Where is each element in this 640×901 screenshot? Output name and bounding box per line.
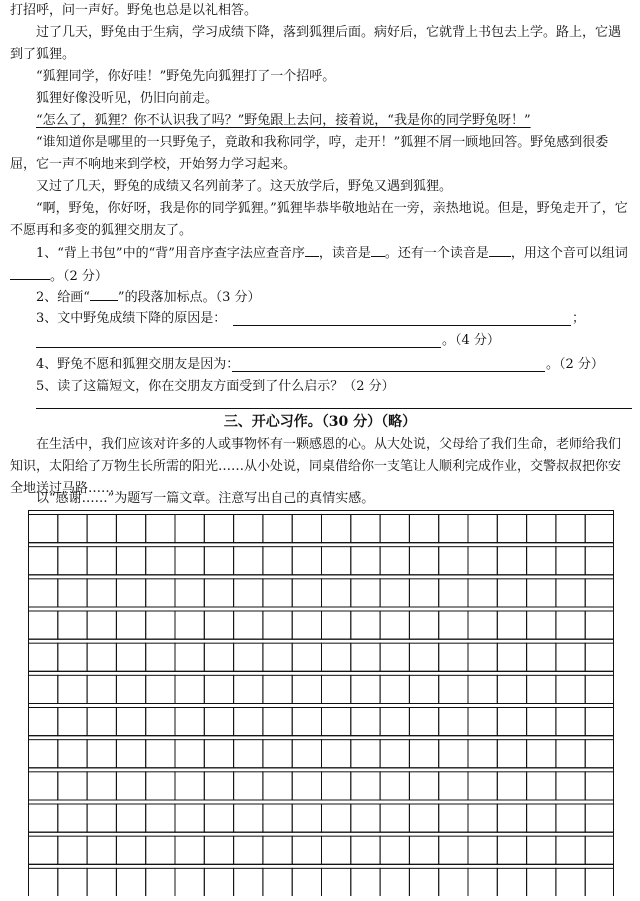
- grid-cell[interactable]: [87, 611, 116, 639]
- grid-cell[interactable]: [409, 868, 438, 896]
- grid-cell[interactable]: [409, 708, 438, 736]
- grid-cell[interactable]: [497, 611, 526, 639]
- grid-cell[interactable]: [58, 804, 87, 832]
- grid-cell[interactable]: [263, 804, 292, 832]
- q2-text-a: 2、给画“: [36, 290, 90, 305]
- grid-cell[interactable]: [146, 804, 175, 832]
- grid-cell[interactable]: [409, 643, 438, 671]
- grid-cell[interactable]: [234, 547, 263, 575]
- grid-cell[interactable]: [146, 708, 175, 736]
- passage-paragraph-1: 打招呼，问一声好。野兔也总是以礼相答。: [10, 3, 258, 18]
- grid-cell[interactable]: [585, 675, 614, 703]
- section-3-prompt: 以“感谢……”为题写一篇文章。注意写出自己的真情实感。: [36, 491, 375, 506]
- q1-text-e: 。: [50, 269, 64, 284]
- grid-cell[interactable]: [527, 611, 556, 639]
- grid-cell[interactable]: [380, 772, 409, 800]
- grid-cell[interactable]: [556, 836, 585, 864]
- q1-text-a: 1、“背上书包”中的“背”用音序查字法应查音序: [36, 246, 305, 261]
- grid-cell[interactable]: [234, 772, 263, 800]
- grid-cell[interactable]: [556, 547, 585, 575]
- grid-cell[interactable]: [585, 868, 614, 896]
- composition-grid-svg[interactable]: [28, 510, 614, 896]
- grid-cell[interactable]: [409, 740, 438, 768]
- grid-cell[interactable]: [468, 868, 497, 896]
- grid-cell[interactable]: [146, 515, 175, 543]
- grid-cell[interactable]: [409, 836, 438, 864]
- grid-cell[interactable]: [146, 675, 175, 703]
- q3-separator: ；: [572, 311, 586, 326]
- passage-paragraph-5-underlined: “怎么了，狐狸？你不认识我了吗？”野兔跟上去问，接着说，“我是你的同学野兔呀！”: [36, 113, 531, 128]
- grid-cell[interactable]: [263, 611, 292, 639]
- grid-cell[interactable]: [116, 836, 145, 864]
- grid-cell[interactable]: [146, 611, 175, 639]
- grid-cell[interactable]: [585, 611, 614, 639]
- grid-cell[interactable]: [351, 804, 380, 832]
- question-3: [10, 308, 632, 330]
- grid-row[interactable]: [29, 704, 615, 736]
- grid-cell[interactable]: [439, 708, 468, 736]
- grid-cell[interactable]: [380, 836, 409, 864]
- grid-cell[interactable]: [351, 579, 380, 607]
- grid-cell[interactable]: [322, 675, 351, 703]
- grid-cell[interactable]: [263, 740, 292, 768]
- grid-cell[interactable]: [527, 740, 556, 768]
- grid-cell[interactable]: [439, 611, 468, 639]
- grid-cell[interactable]: [468, 515, 497, 543]
- grid-cell[interactable]: [322, 836, 351, 864]
- q1-text-b: ，读音是: [318, 246, 371, 261]
- grid-cell[interactable]: [146, 772, 175, 800]
- grid-row[interactable]: [29, 832, 615, 864]
- grid-cell[interactable]: [497, 804, 526, 832]
- grid-cell[interactable]: [29, 772, 58, 800]
- grid-cell[interactable]: [87, 708, 116, 736]
- grid-cell[interactable]: [116, 740, 145, 768]
- grid-cell[interactable]: [204, 868, 233, 896]
- grid-cell[interactable]: [292, 772, 321, 800]
- grid-cell[interactable]: [87, 836, 116, 864]
- grid-cell[interactable]: [409, 772, 438, 800]
- grid-cell[interactable]: [29, 643, 58, 671]
- composition-grid[interactable]: [28, 510, 614, 896]
- grid-cell[interactable]: [439, 836, 468, 864]
- grid-cell[interactable]: [116, 772, 145, 800]
- grid-cell[interactable]: [322, 515, 351, 543]
- grid-cell[interactable]: [380, 675, 409, 703]
- q4-score: （2 分）: [559, 357, 604, 372]
- grid-cell[interactable]: [380, 643, 409, 671]
- grid-cell[interactable]: [292, 836, 321, 864]
- grid-cell[interactable]: [116, 579, 145, 607]
- grid-cell[interactable]: [292, 675, 321, 703]
- q5-label: 5、读了这篇短文，你在交朋友方面受到了什么启示？: [36, 379, 344, 394]
- grid-cell[interactable]: [87, 547, 116, 575]
- grid-cell[interactable]: [351, 515, 380, 543]
- grid-row[interactable]: [29, 800, 615, 832]
- grid-cell[interactable]: [439, 868, 468, 896]
- grid-cell[interactable]: [116, 804, 145, 832]
- grid-cell[interactable]: [409, 611, 438, 639]
- grid-cell[interactable]: [292, 547, 321, 575]
- grid-cell[interactable]: [380, 547, 409, 575]
- grid-cell[interactable]: [351, 740, 380, 768]
- grid-cell[interactable]: [556, 772, 585, 800]
- grid-cell[interactable]: [234, 579, 263, 607]
- grid-cell[interactable]: [439, 643, 468, 671]
- grid-cell[interactable]: [351, 708, 380, 736]
- grid-row[interactable]: [29, 768, 615, 800]
- grid-cell[interactable]: [204, 643, 233, 671]
- grid-cell[interactable]: [556, 611, 585, 639]
- grid-cell[interactable]: [29, 515, 58, 543]
- grid-cell[interactable]: [556, 579, 585, 607]
- grid-cell[interactable]: [263, 643, 292, 671]
- grid-cell[interactable]: [380, 868, 409, 896]
- grid-cell[interactable]: [292, 740, 321, 768]
- grid-cell[interactable]: [468, 804, 497, 832]
- grid-cell[interactable]: [497, 868, 526, 896]
- grid-cell[interactable]: [204, 675, 233, 703]
- grid-cell[interactable]: [29, 675, 58, 703]
- grid-cell[interactable]: [497, 515, 526, 543]
- grid-cell[interactable]: [380, 804, 409, 832]
- grid-cell[interactable]: [234, 643, 263, 671]
- grid-cell[interactable]: [29, 579, 58, 607]
- grid-cell[interactable]: [29, 804, 58, 832]
- q5-score: （2 分）: [343, 379, 395, 394]
- grid-cell[interactable]: [439, 515, 468, 543]
- grid-cell[interactable]: [322, 772, 351, 800]
- grid-cell[interactable]: [292, 643, 321, 671]
- grid-cell[interactable]: [556, 515, 585, 543]
- grid-cell[interactable]: [58, 547, 87, 575]
- grid-cell[interactable]: [234, 804, 263, 832]
- grid-cell[interactable]: [29, 708, 58, 736]
- passage-paragraph-3: “狐狸同学，你好哇！”野兔先向狐狸打了一个招呼。: [36, 69, 336, 84]
- grid-cell[interactable]: [556, 675, 585, 703]
- grid-cell[interactable]: [527, 804, 556, 832]
- grid-cell[interactable]: [585, 579, 614, 607]
- q1-score: （2 分）: [63, 269, 108, 284]
- grid-cell[interactable]: [234, 675, 263, 703]
- grid-cell[interactable]: [29, 740, 58, 768]
- grid-cell[interactable]: [87, 515, 116, 543]
- q2-score: （3 分）: [215, 290, 261, 305]
- grid-cell[interactable]: [234, 868, 263, 896]
- grid-row[interactable]: [29, 607, 615, 639]
- grid-cell[interactable]: [116, 515, 145, 543]
- grid-cell[interactable]: [58, 772, 87, 800]
- grid-cell[interactable]: [585, 772, 614, 800]
- grid-cell[interactable]: [116, 868, 145, 896]
- grid-cell[interactable]: [556, 708, 585, 736]
- grid-cell[interactable]: [204, 836, 233, 864]
- grid-cell[interactable]: [292, 515, 321, 543]
- grid-cell[interactable]: [175, 836, 204, 864]
- q2-text-b: ”的段落加标点。: [117, 290, 216, 305]
- grid-cell[interactable]: [468, 547, 497, 575]
- grid-cell[interactable]: [585, 643, 614, 671]
- grid-cell[interactable]: [351, 547, 380, 575]
- grid-cell[interactable]: [527, 643, 556, 671]
- grid-cell[interactable]: [146, 579, 175, 607]
- grid-cell[interactable]: [234, 611, 263, 639]
- q5-answer-line[interactable]: [36, 408, 632, 409]
- q4-end: 。: [546, 357, 560, 372]
- grid-cell[interactable]: [175, 804, 204, 832]
- grid-cell[interactable]: [263, 579, 292, 607]
- grid-cell[interactable]: [322, 708, 351, 736]
- grid-cell[interactable]: [556, 804, 585, 832]
- grid-cell[interactable]: [468, 772, 497, 800]
- q1-blank-yinxu[interactable]: [305, 242, 319, 257]
- grid-cell[interactable]: [439, 675, 468, 703]
- grid-cell[interactable]: [204, 708, 233, 736]
- grid-cell[interactable]: [497, 836, 526, 864]
- grid-cell[interactable]: [556, 868, 585, 896]
- grid-cell[interactable]: [497, 772, 526, 800]
- q2-underline-sample: [90, 286, 118, 301]
- grid-cell[interactable]: [439, 804, 468, 832]
- grid-cell[interactable]: [556, 643, 585, 671]
- grid-cell[interactable]: [351, 611, 380, 639]
- question-2: [10, 286, 632, 309]
- grid-cell[interactable]: [468, 708, 497, 736]
- grid-cell[interactable]: [322, 547, 351, 575]
- grid-cell[interactable]: [146, 836, 175, 864]
- grid-cell[interactable]: [58, 611, 87, 639]
- grid-cell[interactable]: [58, 579, 87, 607]
- grid-cell[interactable]: [175, 772, 204, 800]
- grid-cell[interactable]: [322, 579, 351, 607]
- grid-cell[interactable]: [497, 675, 526, 703]
- grid-cell[interactable]: [322, 643, 351, 671]
- grid-cell[interactable]: [58, 675, 87, 703]
- grid-cell[interactable]: [87, 804, 116, 832]
- grid-cell[interactable]: [527, 836, 556, 864]
- grid-cell[interactable]: [263, 836, 292, 864]
- grid-cell[interactable]: [468, 579, 497, 607]
- grid-cell[interactable]: [87, 868, 116, 896]
- grid-cell[interactable]: [497, 547, 526, 575]
- grid-cell[interactable]: [263, 515, 292, 543]
- grid-cell[interactable]: [322, 868, 351, 896]
- grid-cell[interactable]: [204, 611, 233, 639]
- q1-text-c: 。还有一个读音是: [384, 246, 489, 261]
- grid-cell[interactable]: [234, 740, 263, 768]
- grid-row[interactable]: [29, 736, 615, 768]
- grid-cell[interactable]: [292, 804, 321, 832]
- grid-cell[interactable]: [29, 868, 58, 896]
- grid-cell[interactable]: [87, 675, 116, 703]
- passage-paragraph-4: 狐狸好像没听见，仍旧向前走。: [36, 91, 219, 106]
- section-3-intro: 在生活中，我们应该对许多的人或事物怀有一颗感恩的心。从大处说，父母给了我们生命，老师给我们知识，太阳给了万物生长所需的阳光……从小处说，同桌借给你一支笔让人顺利完成作业，交警叔叔把你安全地送过马路……: [10, 437, 622, 496]
- grid-cell[interactable]: [409, 579, 438, 607]
- grid-cell[interactable]: [527, 515, 556, 543]
- q1-blank-duyin[interactable]: [371, 242, 385, 257]
- passage-paragraph-6: “谁知道你是哪里的一只野兔子，竟敢和我称同学，哼，走开！”狐狸不屑一顾地回答。野兔感到很委屈，它一声不响地来到学校，开始努力学习起来。: [10, 135, 609, 172]
- q3-label: 3、文中野兔成绩下降的原因是：: [36, 311, 227, 326]
- grid-cell[interactable]: [175, 611, 204, 639]
- grid-row[interactable]: [29, 575, 615, 607]
- question-5: [10, 376, 632, 398]
- grid-cell[interactable]: [175, 643, 204, 671]
- grid-cell[interactable]: [351, 836, 380, 864]
- grid-cell[interactable]: [292, 868, 321, 896]
- grid-cell[interactable]: [468, 836, 497, 864]
- grid-cell[interactable]: [468, 643, 497, 671]
- grid-cell[interactable]: [527, 547, 556, 575]
- q3-end-score: [442, 330, 542, 352]
- grid-cell[interactable]: [146, 547, 175, 575]
- grid-cell[interactable]: [175, 708, 204, 736]
- q1-blank-other-reading[interactable]: [489, 242, 511, 257]
- grid-cell[interactable]: [116, 547, 145, 575]
- grid-cell[interactable]: [497, 579, 526, 607]
- grid-cell[interactable]: [497, 708, 526, 736]
- grid-cell[interactable]: [87, 643, 116, 671]
- q3-answer-line-1[interactable]: [233, 325, 571, 326]
- grid-cell[interactable]: [204, 547, 233, 575]
- grid-cell[interactable]: [527, 708, 556, 736]
- grid-cell[interactable]: [116, 675, 145, 703]
- passage-paragraph-2: 过了几天，野兔由于生病，学习成绩下降，落到狐狸后面。病好后，它就背上书包去上学。路上，它遇到了狐狸。: [10, 25, 622, 62]
- grid-cell[interactable]: [204, 804, 233, 832]
- grid-cell[interactable]: [292, 579, 321, 607]
- q4-end-score: [546, 354, 636, 376]
- grid-cell[interactable]: [380, 708, 409, 736]
- grid-cell[interactable]: [263, 772, 292, 800]
- grid-cell[interactable]: [292, 611, 321, 639]
- grid-row[interactable]: [29, 543, 615, 575]
- grid-cell[interactable]: [175, 579, 204, 607]
- grid-cell[interactable]: [468, 740, 497, 768]
- grid-cell[interactable]: [497, 740, 526, 768]
- grid-cell[interactable]: [175, 868, 204, 896]
- grid-cell[interactable]: [439, 579, 468, 607]
- grid-cell[interactable]: [58, 515, 87, 543]
- grid-cell[interactable]: [175, 547, 204, 575]
- grid-cell[interactable]: [146, 740, 175, 768]
- grid-cell[interactable]: [204, 740, 233, 768]
- grid-cell[interactable]: [409, 515, 438, 543]
- grid-cell[interactable]: [58, 708, 87, 736]
- grid-cell[interactable]: [322, 611, 351, 639]
- grid-cell[interactable]: [527, 868, 556, 896]
- grid-cell[interactable]: [409, 675, 438, 703]
- grid-cell[interactable]: [204, 515, 233, 543]
- grid-cell[interactable]: [175, 675, 204, 703]
- grid-cell[interactable]: [29, 547, 58, 575]
- grid-row[interactable]: [29, 864, 615, 896]
- grid-cell[interactable]: [409, 547, 438, 575]
- grid-cell[interactable]: [58, 836, 87, 864]
- q4-answer-line[interactable]: [232, 371, 545, 372]
- grid-cell[interactable]: [380, 515, 409, 543]
- grid-cell[interactable]: [58, 643, 87, 671]
- grid-cell[interactable]: [87, 772, 116, 800]
- grid-cell[interactable]: [409, 804, 438, 832]
- grid-cell[interactable]: [204, 579, 233, 607]
- grid-cell[interactable]: [58, 868, 87, 896]
- grid-cell[interactable]: [585, 515, 614, 543]
- grid-row[interactable]: [29, 671, 615, 703]
- grid-cell[interactable]: [263, 675, 292, 703]
- grid-cell[interactable]: [116, 708, 145, 736]
- grid-cell[interactable]: [322, 740, 351, 768]
- q1-blank-word[interactable]: [10, 265, 50, 280]
- q3-end: 。: [442, 333, 456, 348]
- passage-paragraph-8: “啊，野兔，你好呀，我是你的同学狐狸。”狐狸毕恭毕敬地站在一旁，亲热地说。但是，野兔走开了，它不愿再和多变的狐狸交朋友了。: [10, 201, 628, 238]
- grid-cell[interactable]: [439, 547, 468, 575]
- grid-cell[interactable]: [585, 708, 614, 736]
- grid-cell[interactable]: [439, 740, 468, 768]
- grid-cell[interactable]: [585, 804, 614, 832]
- grid-cell[interactable]: [468, 611, 497, 639]
- grid-cell[interactable]: [585, 836, 614, 864]
- grid-cell[interactable]: [439, 772, 468, 800]
- grid-cell[interactable]: [116, 643, 145, 671]
- grid-cell[interactable]: [497, 643, 526, 671]
- grid-cell[interactable]: [351, 643, 380, 671]
- grid-row[interactable]: [29, 639, 615, 671]
- section-3-title: 三、开心习作。（30 分）（略）: [223, 414, 417, 430]
- grid-cell[interactable]: [204, 772, 233, 800]
- question-1: [10, 242, 632, 288]
- grid-cell[interactable]: [175, 515, 204, 543]
- q3-score: （4 分）: [455, 333, 500, 348]
- grid-cell[interactable]: [175, 740, 204, 768]
- grid-cell[interactable]: [234, 515, 263, 543]
- grid-cell[interactable]: [351, 772, 380, 800]
- passage-paragraph-7: 又过了几天，野兔的成绩又名列前茅了。这天放学后，野兔又遇到狐狸。: [36, 179, 453, 194]
- grid-cell[interactable]: [556, 740, 585, 768]
- grid-cell[interactable]: [234, 708, 263, 736]
- grid-cell[interactable]: [351, 675, 380, 703]
- grid-cell[interactable]: [351, 868, 380, 896]
- grid-cell[interactable]: [527, 772, 556, 800]
- grid-row[interactable]: [29, 511, 615, 543]
- q4-label: 4、野兔不愿和狐狸交朋友是因为：: [36, 357, 240, 372]
- grid-cell[interactable]: [116, 611, 145, 639]
- grid-cell[interactable]: [585, 547, 614, 575]
- grid-cell[interactable]: [380, 579, 409, 607]
- grid-cell[interactable]: [87, 579, 116, 607]
- grid-cell[interactable]: [585, 740, 614, 768]
- grid-cell[interactable]: [527, 675, 556, 703]
- grid-cell[interactable]: [527, 579, 556, 607]
- q1-text-d: ，用这个音可以组词: [510, 246, 628, 261]
- grid-cell[interactable]: [263, 708, 292, 736]
- grid-cell[interactable]: [234, 836, 263, 864]
- grid-cell[interactable]: [146, 868, 175, 896]
- grid-cell[interactable]: [146, 643, 175, 671]
- grid-cell[interactable]: [87, 740, 116, 768]
- grid-cell[interactable]: [292, 708, 321, 736]
- grid-cell[interactable]: [380, 611, 409, 639]
- grid-cell[interactable]: [468, 675, 497, 703]
- grid-cell[interactable]: [263, 547, 292, 575]
- grid-cell[interactable]: [380, 740, 409, 768]
- grid-cell[interactable]: [58, 740, 87, 768]
- q3-answer-line-2[interactable]: [36, 347, 441, 348]
- grid-cell[interactable]: [263, 868, 292, 896]
- grid-cell[interactable]: [322, 804, 351, 832]
- grid-cell[interactable]: [29, 611, 58, 639]
- grid-cell[interactable]: [29, 836, 58, 864]
